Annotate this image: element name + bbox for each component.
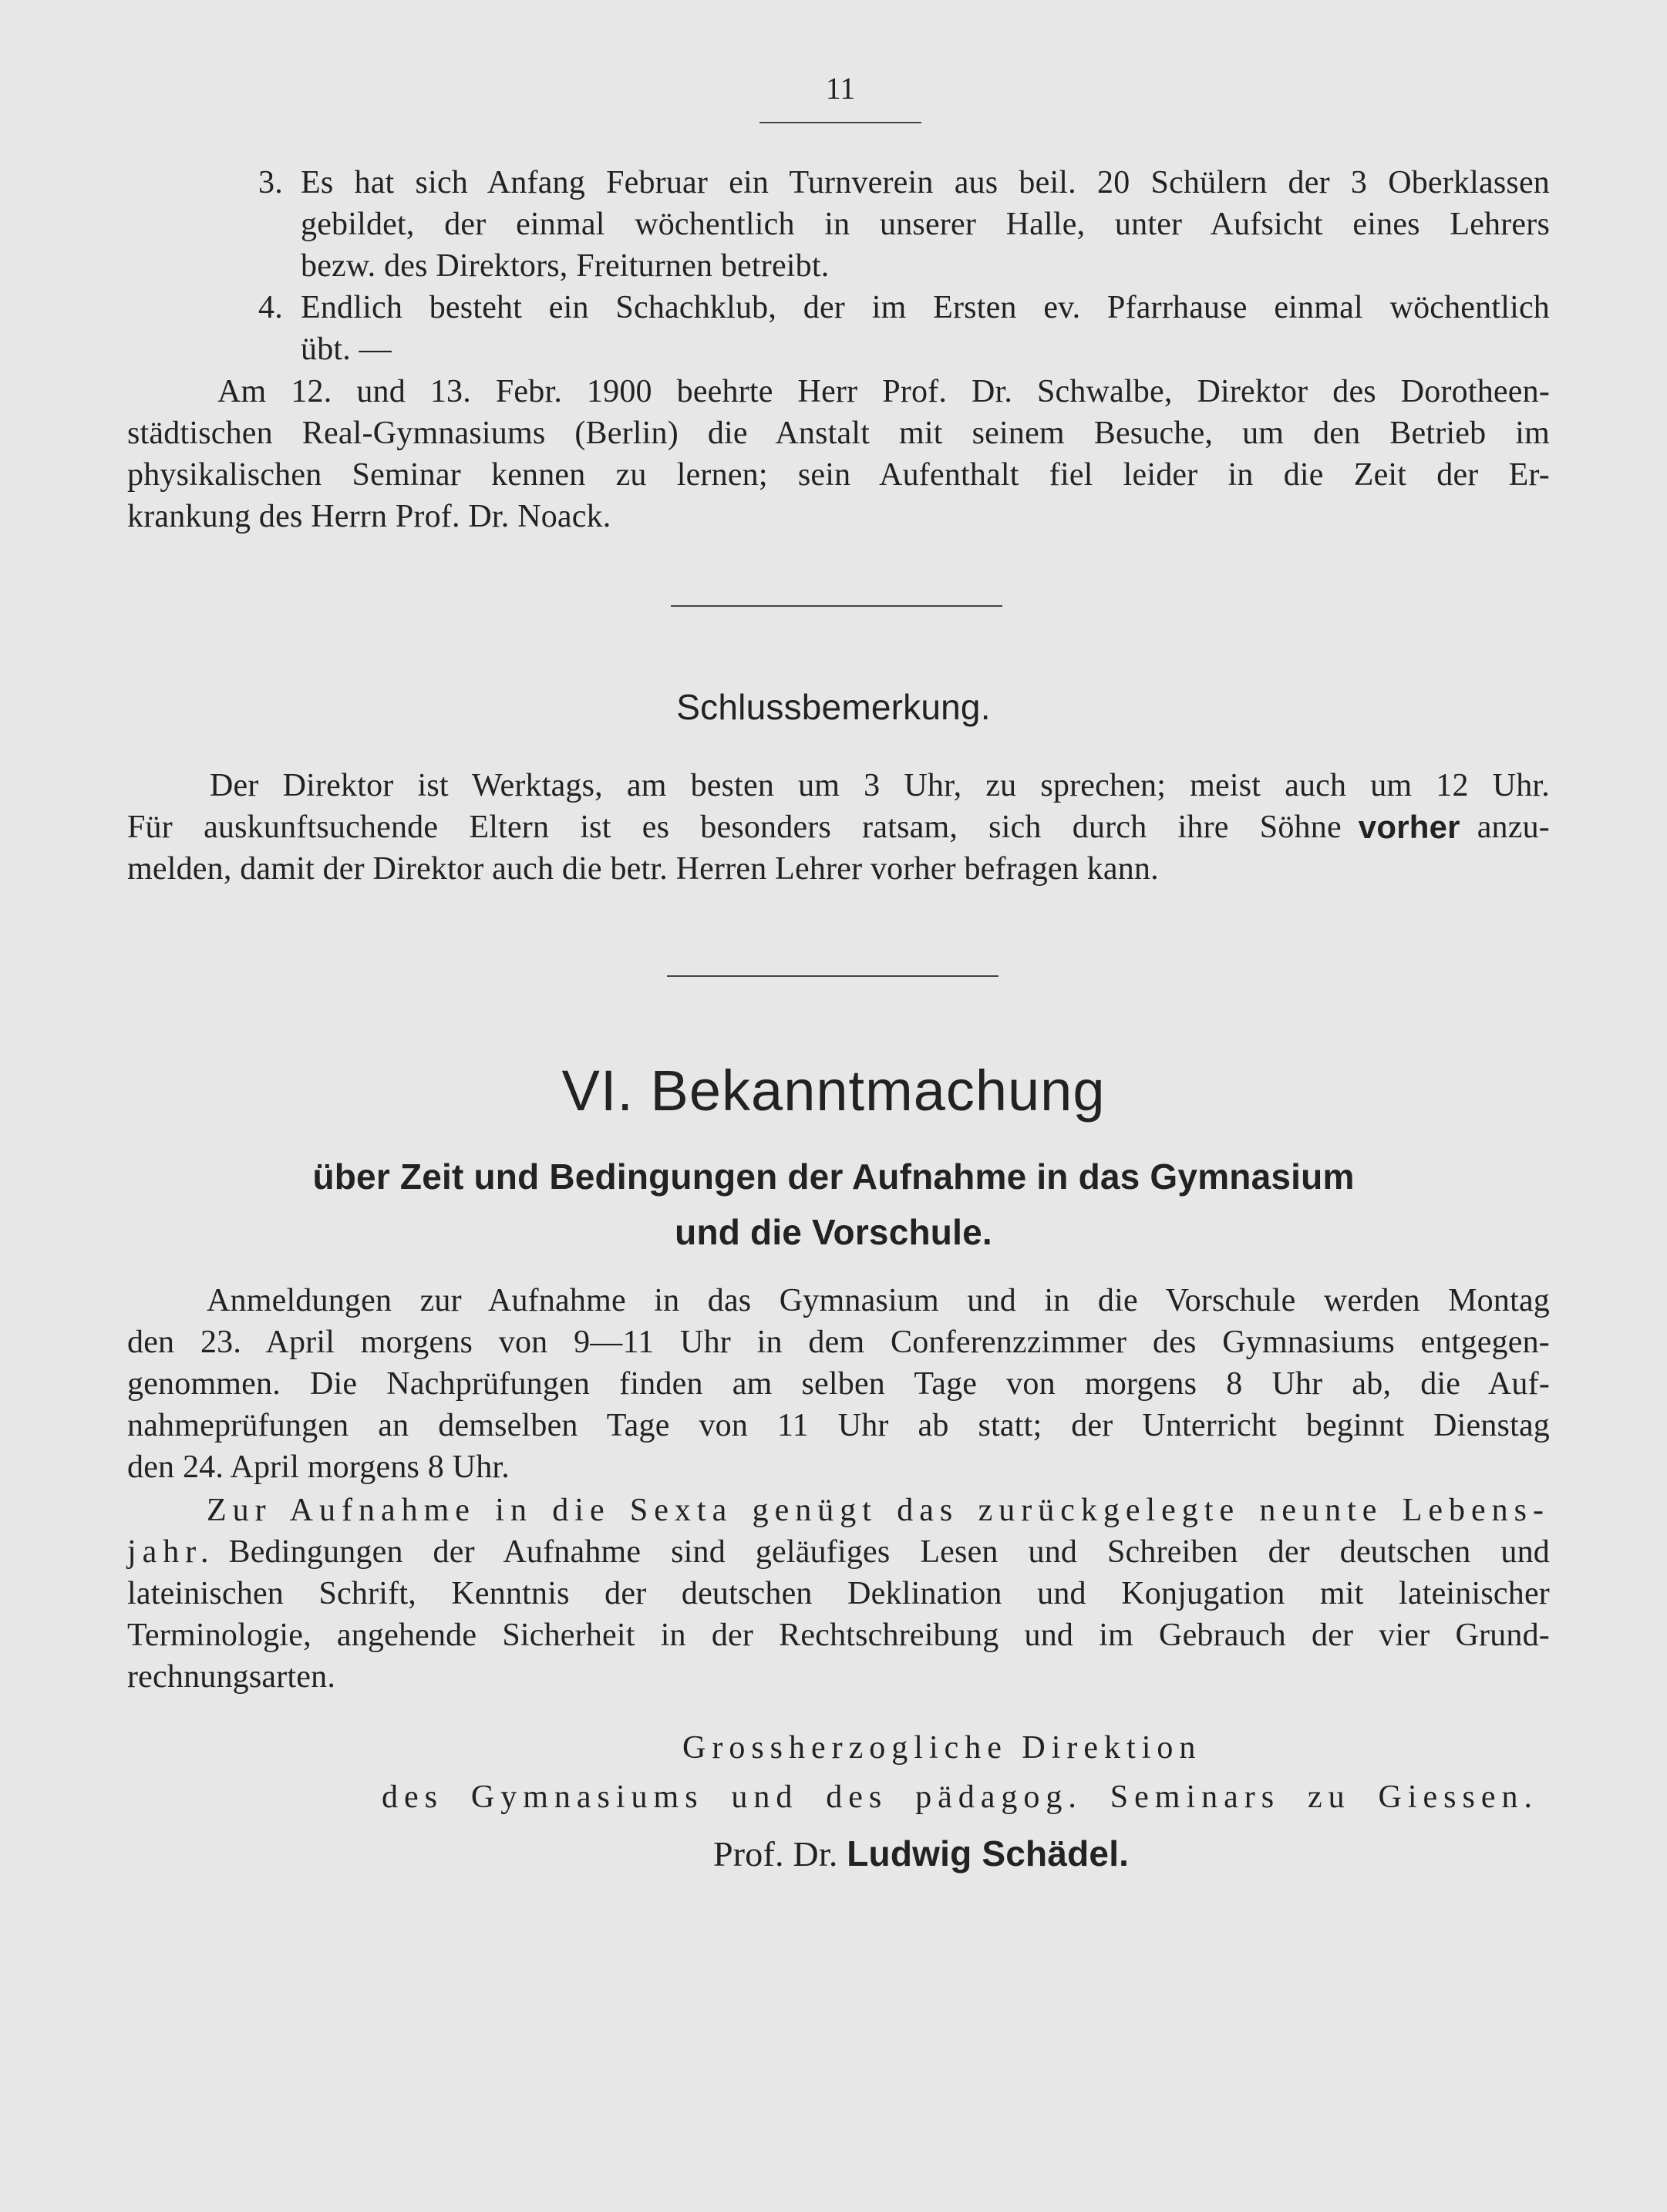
list-item-line: gebildet, der einmal wöchentlich in unserer Halle, unter Aufsicht eines Lehrers xyxy=(301,207,1550,242)
section-heading: VI. Bekanntmachung xyxy=(561,1059,1106,1123)
page-number-rule xyxy=(759,122,921,123)
paragraph-line: den 24. April morgens 8 Uhr. xyxy=(127,1449,510,1485)
paragraph-line: melden, damit der Direktor auch die betr. Herren Lehrer vorher befragen kann. xyxy=(127,851,1159,887)
paragraph-line: Anmeldungen zur Aufnahme in das Gymnasium und in die Vorschule werden Montag xyxy=(207,1283,1550,1318)
list-item-line: bezw. des Direktors, Freiturnen betreibt. xyxy=(301,248,830,284)
paragraph-line: Terminologie, angehende Sicherheit in der Rechtschreibung und im Gebrauch der vier Grund- xyxy=(127,1618,1550,1653)
paragraph-text: Für auskunftsuchende Eltern ist es besonders ratsam, sich durch ihre Söhne xyxy=(127,810,1342,845)
paragraph-line xyxy=(127,806,1550,848)
list-item-line: Endlich besteht ein Schachklub, der im Ersten ev. Pfarrhause einmal wöchentlich xyxy=(301,290,1550,325)
list-item-number: 4. xyxy=(258,290,283,325)
paragraph-line: Zur Aufnahme in die Sexta genügt das zurückgelegte neunte Lebens- xyxy=(207,1493,1550,1528)
signature-title: Prof. Dr. xyxy=(713,1834,838,1874)
paragraph-text: anzu- xyxy=(1477,810,1550,845)
paragraph-line: städtischen Real-Gymnasiums (Berlin) die Anstalt mit seinem Besuche, um den Betrieb im xyxy=(127,416,1550,451)
paragraph-line: den 23. April morgens von 9—11 Uhr in dem Conferenzzimmer des Gymnasiums entgegen- xyxy=(127,1325,1550,1360)
paragraph-line: rechnungsarten. xyxy=(127,1659,336,1695)
closing-heading: Schlussbemerkung. xyxy=(676,687,991,727)
paragraph-line xyxy=(127,1531,1550,1573)
section-divider xyxy=(667,975,999,977)
paragraph-line: Am 12. und 13. Febr. 1900 beehrte Herr Prof. Dr. Schwalbe, Direktor des Dorotheen- xyxy=(217,374,1550,409)
paragraph-line: Der Direktor ist Werktags, am besten um 3 Uhr, zu sprechen; meist auch um 12 Uhr. xyxy=(210,768,1550,803)
section-divider xyxy=(671,605,1002,607)
paragraph-line: genommen. Die Nachprüfungen finden am selben Tage von morgens 8 Uhr ab, die Auf- xyxy=(127,1366,1550,1402)
signature-person: Ludwig Schädel. xyxy=(847,1833,1130,1874)
paragraph-text: jahr. xyxy=(127,1534,215,1570)
signature-line: des Gymnasiums und des pädagog. Seminars zu Giessen. xyxy=(382,1779,1538,1815)
paragraph-line: krankung des Herrn Prof. Dr. Noack. xyxy=(127,499,611,534)
paragraph-line: physikalischen Seminar kennen zu lernen; sein Aufenthalt fiel leider in die Zeit der Er- xyxy=(127,457,1550,493)
paragraph-line: lateinischen Schrift, Kenntnis der deutschen Deklination und Konjugation mit lateinischer xyxy=(127,1576,1550,1611)
section-subheading: über Zeit und Bedingungen der Aufnahme in das Gymnasium xyxy=(312,1157,1355,1197)
list-item-number: 3. xyxy=(258,165,283,200)
signature-name xyxy=(713,1829,1129,1879)
page-number: 11 xyxy=(825,71,856,106)
paragraph-line: nahmeprüfungen an demselben Tage von 11 Uhr ab statt; der Unterricht beginnt Dienstag xyxy=(127,1408,1550,1443)
list-item-line: übt. — xyxy=(301,332,392,367)
signature-line: Grossherzogliche Direktion xyxy=(682,1730,1202,1766)
list-item-line: Es hat sich Anfang Februar ein Turnverein aus beil. 20 Schülern der 3 Oberklassen xyxy=(301,165,1550,200)
emphasis-text: vorher xyxy=(1358,809,1460,845)
paragraph-text: Bedingungen der Aufnahme sind geläufiges Lesen und Schreiben der deutschen und xyxy=(228,1534,1550,1570)
section-subheading: und die Vorschule. xyxy=(675,1212,992,1252)
